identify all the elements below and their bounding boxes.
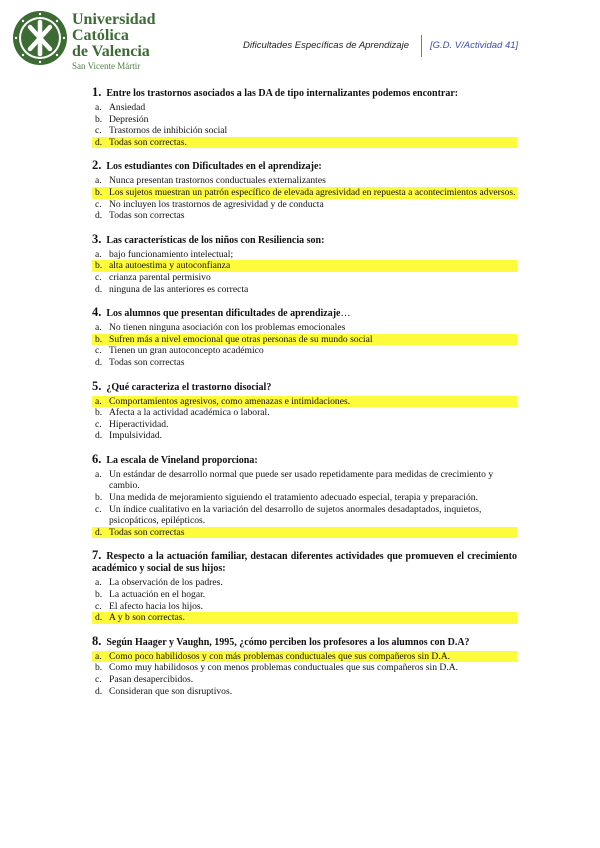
option-letter: b. [95,662,103,674]
question-number: 1. [92,85,102,99]
question-number: 6. [92,451,102,466]
option-text: Pasan desapercibidos. [109,674,194,685]
answer-option-highlighted[interactable] [92,137,517,149]
option-letter: a. [95,322,102,334]
option-letter: c. [95,674,102,685]
university-name-line: de Valencia [72,43,150,60]
option-text: Hiperactividad. [109,418,169,430]
option-letter: c. [95,418,102,430]
question [92,635,517,697]
option-text: Como poco habilidosos y con más problemas conductuales que sus compañeros sin D.A. [109,650,451,662]
question-statement: Las características de los niños con Resiliencia son: [106,234,325,246]
answer-option-highlighted[interactable] [92,334,517,346]
question-number: 3. [92,231,102,246]
option-letter: d. [95,685,103,697]
option-text: No incluyen los trastornos de agresividad y de conducta [109,198,324,210]
answer-option[interactable] [92,175,517,187]
answer-option[interactable] [92,125,517,137]
answer-option[interactable] [92,492,517,504]
option-letter: a. [95,248,102,260]
option-letter: a. [95,102,102,113]
answer-option[interactable] [92,577,517,589]
answer-option[interactable] [92,357,517,369]
answer-option-highlighted[interactable] [92,651,517,663]
question-statement: Según Haager y Vaughn, 1995, ¿cómo perciben los profesores a los alumnos con D.A? [106,636,470,648]
option-letter: d. [95,283,103,295]
answer-option[interactable] [92,469,517,492]
university-name-line: Universidad [72,11,156,28]
option-text: Depresión [109,113,149,125]
option-letter: b. [95,407,103,419]
answer-option[interactable] [92,345,517,357]
option-letter: d. [95,356,103,368]
question-statement: Los alumnos que presentan dificultades de [106,308,288,320]
option-text: Nunca presentan trastornos conductuales externalizantes [109,175,326,187]
option-text: Trastornos de inhibición social [109,125,228,137]
option-letter: c. [95,503,102,515]
option-letter: a. [95,468,102,480]
option-letter: d. [95,526,103,538]
option-letter: c. [95,600,102,612]
answer-option-highlighted[interactable] [92,187,517,199]
option-text: Tienen un gran autoconcepto académico [109,345,264,357]
option-letter: d. [95,136,103,148]
option-text: La actuación en el hogar. [109,589,206,601]
option-letter: b. [95,260,103,272]
answer-option[interactable] [92,322,517,334]
option-text: No tienen ninguna asociación con los problemas emocionales [109,322,346,334]
option-text: Todas son correctas. [109,136,187,148]
question-emphasis: aprendizaje [290,308,341,320]
option-text: Los sujetos muestran un patrón específico de elevada agresividad en repuesta a acontecimientos adversos. [109,186,516,198]
option-text: Consideran que son disruptivos. [109,685,233,697]
option-letter: c. [95,345,102,357]
question-text [92,549,517,575]
answer-option-highlighted[interactable] [92,260,517,272]
question-statement: La escala de Vineland proporciona: [106,454,258,466]
question-statement: Los estudiantes con Dificultades en el aprendizaje: [106,161,322,173]
question [92,86,517,148]
option-text: alta autoestima y autoconfianza [109,260,231,272]
option-text: Todas son correctas [109,210,185,222]
answer-option[interactable] [92,249,517,261]
answer-option[interactable] [92,199,517,211]
university-name-line: Católica [72,27,129,44]
option-letter: a. [95,395,102,407]
option-letter: a. [95,650,102,662]
option-letter: c. [95,271,102,283]
question-statement: Respecto a la actuación familiar, destacan diferentes actividades que promueven el crecimiento académico y social de sus hijos: [92,551,517,575]
answer-option[interactable] [92,272,517,284]
question-text [92,86,517,100]
answer-option[interactable] [92,102,517,114]
university-subtitle: San Vicente Mártir [72,61,141,71]
option-text: crianza parental permisivo [109,271,211,283]
answer-option[interactable] [92,686,517,698]
answer-option[interactable] [92,589,517,601]
subject-title: Dificultades Específicas de Aprendizaje [243,40,409,51]
question-number: 5. [92,378,102,393]
question-list [0,86,600,708]
university-logo [12,10,68,66]
answer-option[interactable] [92,674,517,686]
option-letter: c. [95,198,102,210]
question-number: 7. [92,548,102,563]
question-number: 2. [92,158,102,173]
option-letter: d. [95,210,103,222]
option-text: Un índice cualitativo en la variación del desarrollo de sujetos anormales desadaptados, inquietos, psicopáticos, epilépticos. [109,503,482,527]
question-text [92,635,517,649]
question [92,159,517,221]
question [92,453,517,539]
question-text [92,380,517,394]
question-text [92,159,517,173]
question-text [92,233,517,247]
option-text: Como muy habilidosos y con menos problemas conductuales que sus compañeros sin D.A. [109,662,459,674]
question-text [92,306,517,320]
option-text: Un estándar de desarrollo normal que puede ser usado repetidamente para medidas de crecimiento y cambio. [109,468,494,492]
page-header [0,0,600,80]
option-text: Comportamientos agresivos, como amenazas e intimidaciones. [109,395,351,407]
question-statement: Entre los trastornos asociados a las DA de tipo internalizantes podemos encontrar: [106,88,459,99]
university-name [72,12,156,71]
answer-option[interactable] [92,419,517,431]
option-text: Sufren más a nivel emocional que otras personas de su mundo social [109,333,373,345]
answer-option[interactable] [92,407,517,419]
option-letter: b. [95,492,103,504]
answer-option[interactable] [92,210,517,222]
option-text: ninguna de las anteriores es correcta [109,283,249,295]
question-ellipsis: … [340,308,351,320]
question-number: 4. [92,305,102,320]
answer-option[interactable] [92,601,517,613]
answer-option[interactable] [92,114,517,126]
answer-option[interactable] [92,430,517,442]
option-text: La observación de los padres. [109,577,223,589]
question [92,380,517,442]
option-letter: b. [95,186,103,198]
option-letter: b. [95,589,103,601]
question [92,549,517,623]
question [92,306,517,368]
option-text: Todas son correctas [109,356,185,368]
option-text: Afecta a la actividad académica o laboral. [109,407,270,419]
question-text [92,453,517,467]
option-text: El afecto hacia los hijos. [109,600,204,612]
answer-option[interactable] [92,662,517,674]
question-number: 8. [92,633,102,648]
option-text: Impulsividad. [109,430,163,442]
option-letter: d. [95,430,103,442]
option-letter: c. [95,125,102,137]
option-text: Ansiedad [109,102,146,113]
option-text: A y b son correctas. [109,612,185,624]
activity-code: [G.D. V/Actividad 41] [430,40,519,51]
option-text: Todas son correctas [109,526,185,538]
answer-option-highlighted[interactable] [92,612,517,624]
question [92,233,517,295]
question-statement: ¿Qué caracteriza el trastorno disocial? [106,381,272,393]
answer-option[interactable] [92,284,517,296]
option-text: bajo funcionamiento intelectual; [109,248,234,260]
option-letter: d. [95,612,103,624]
answer-option-highlighted[interactable] [92,527,517,539]
answer-option[interactable] [92,504,517,527]
option-text: Una medida de mejoramiento siguiendo el tratamiento adecuado especial, terapia y preparación. [109,492,478,504]
option-letter: b. [95,113,103,125]
option-letter: a. [95,175,102,187]
answer-option-highlighted[interactable] [92,396,517,408]
header-divider [421,35,422,57]
option-letter: a. [95,577,102,589]
option-letter: b. [95,333,103,345]
